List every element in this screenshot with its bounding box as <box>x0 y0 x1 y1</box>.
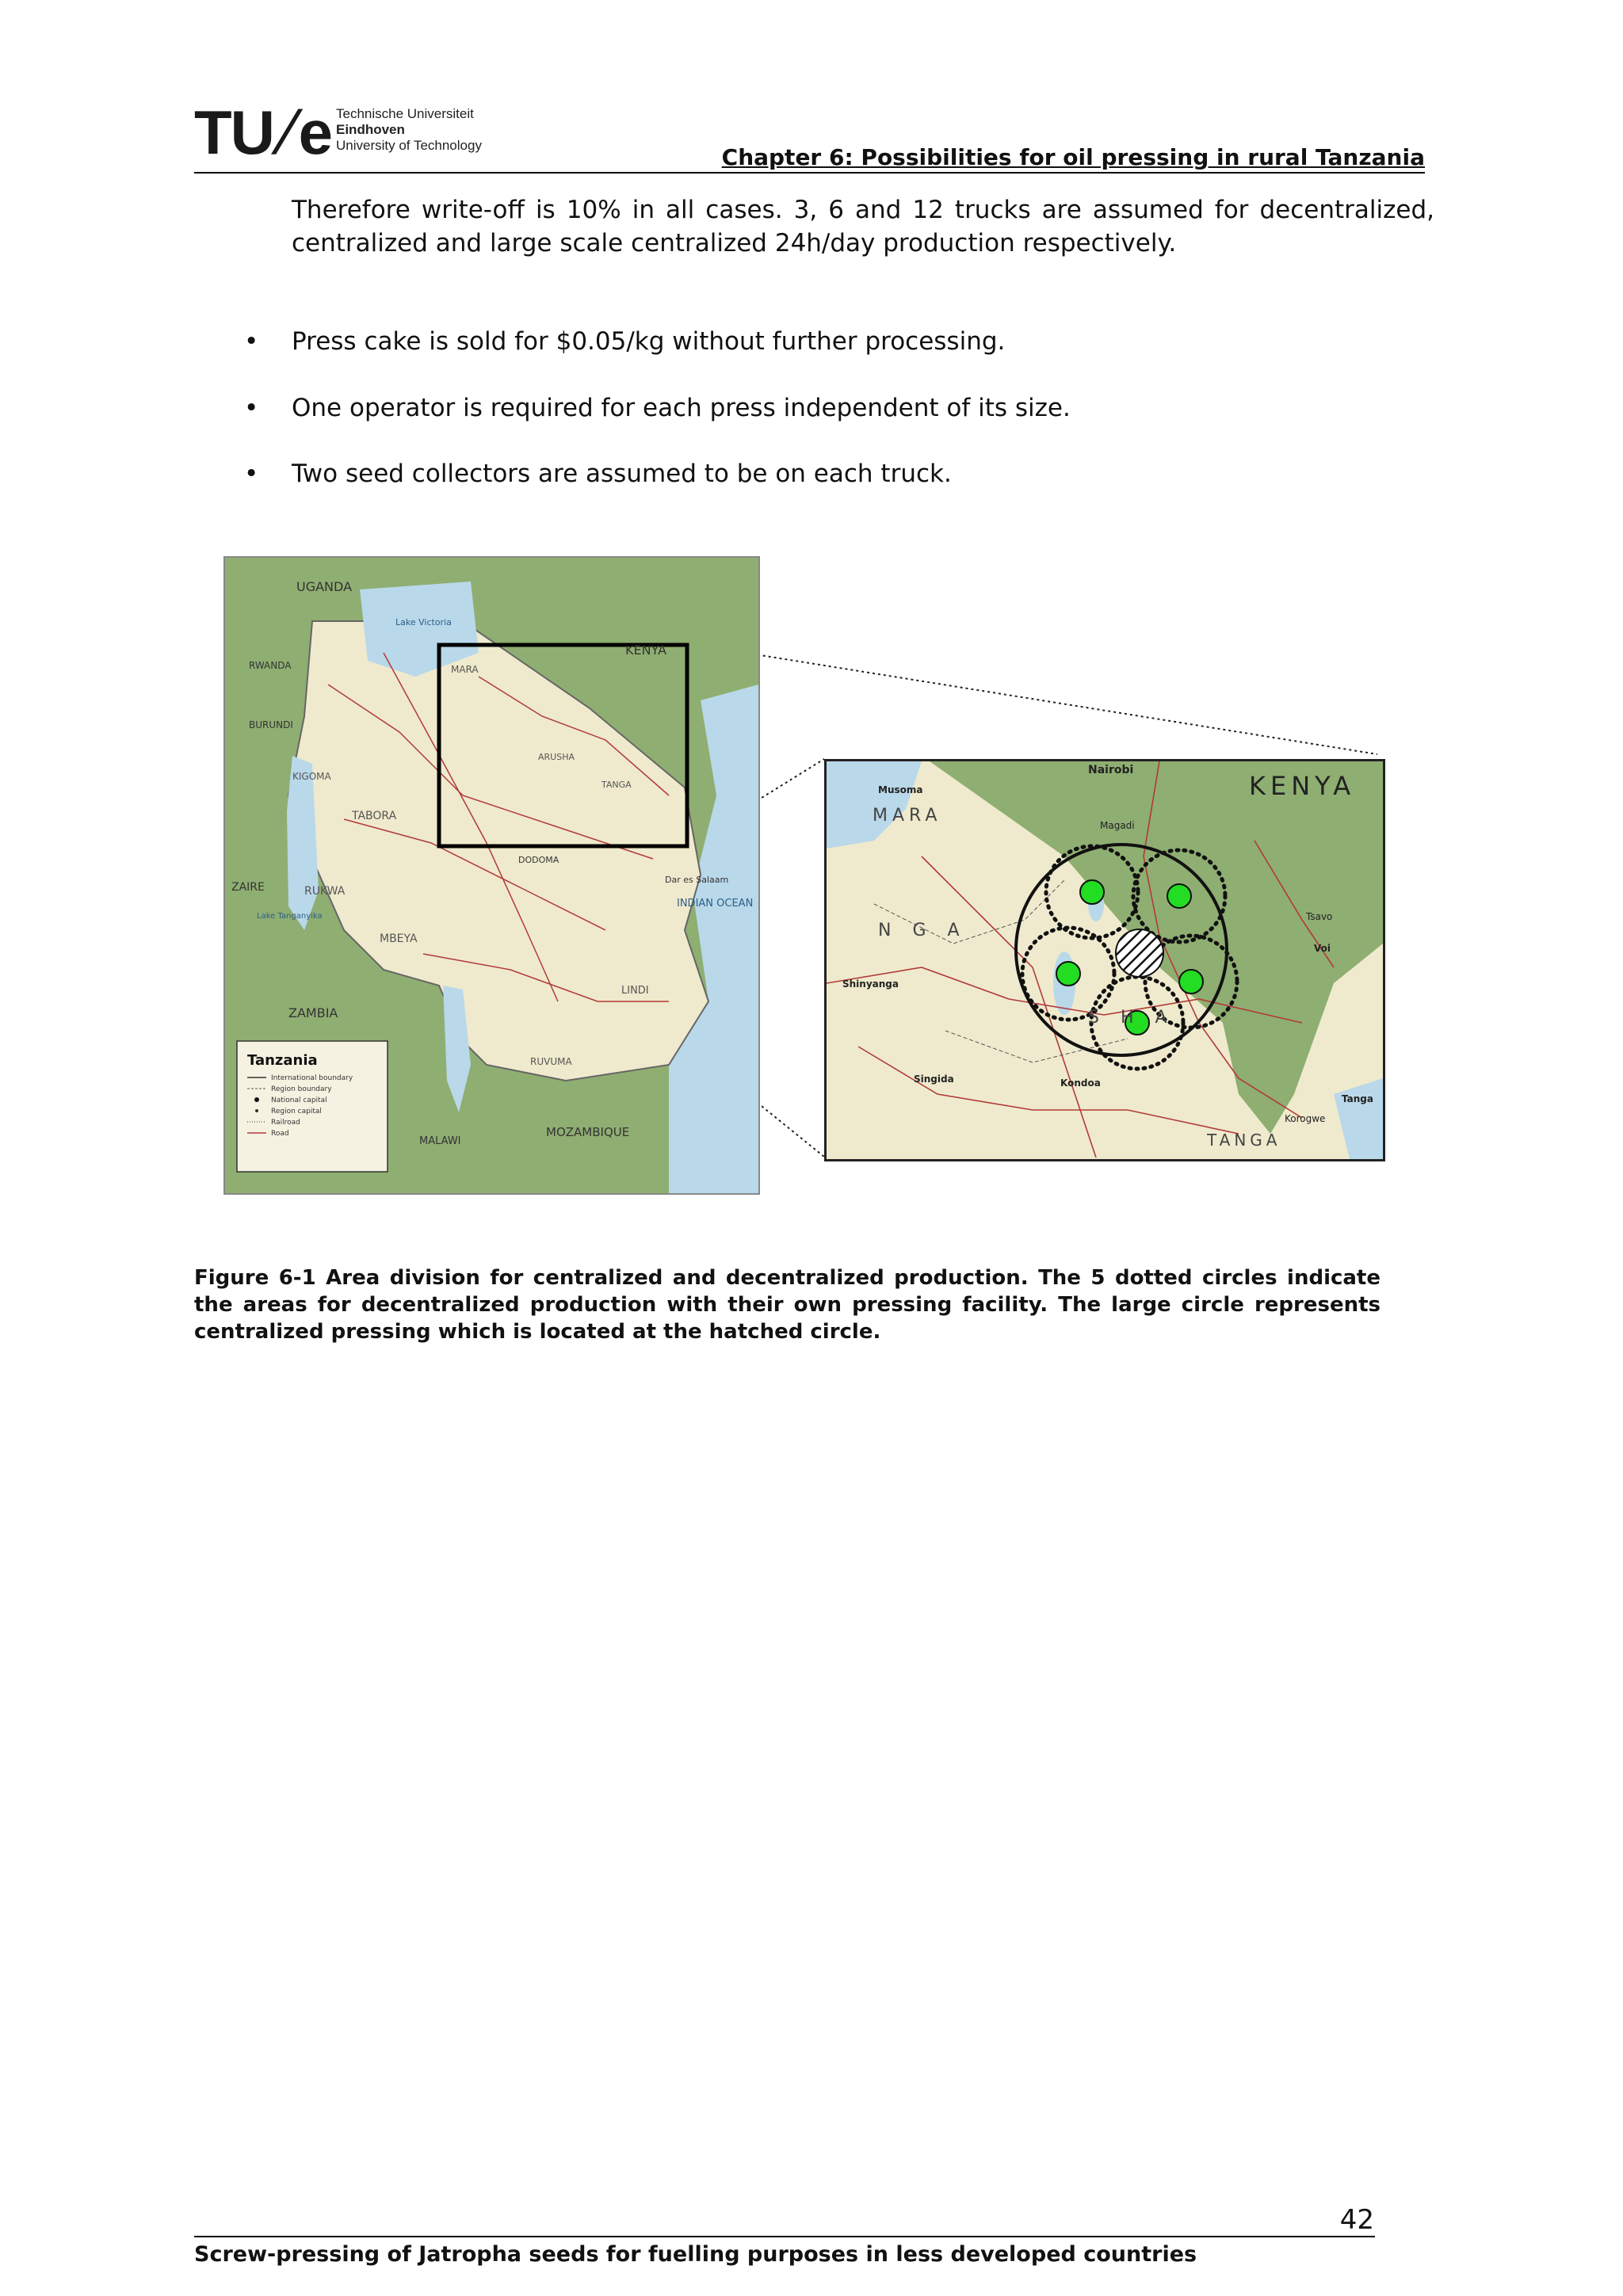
inset-label-tanga: TANGA <box>1207 1131 1281 1150</box>
continuation-paragraph: Therefore write-off is 10% in all cases. 3, 6 and 12 trucks are assumed for decentralized, centralized and large scale centralized 24h/day production respectively. <box>292 196 1434 257</box>
label-zaire: ZAIRE <box>231 881 265 894</box>
label-lake-tanganyika: Lake Tanganyika <box>257 912 323 921</box>
inset-label-kondoa: Kondoa <box>1060 1077 1101 1089</box>
page-number: 42 <box>1339 2204 1374 2236</box>
inset-label-tsavo: Tsavo <box>1306 911 1333 922</box>
bullet-text: One operator is required for each press independent of its size. <box>292 394 1071 422</box>
label-tabora: TABORA <box>352 810 397 822</box>
label-lake-victoria: Lake Victoria <box>395 617 452 627</box>
legend-item: Region capital <box>271 1108 322 1116</box>
legend-item: Railroad <box>271 1119 300 1127</box>
label-kenya: KENYA <box>625 643 667 658</box>
label-mbeya: MBEYA <box>380 933 418 945</box>
inset-label-voi: Voi <box>1314 943 1331 954</box>
logo-line-1: Technische Universiteit <box>336 106 474 121</box>
logo-slash: / <box>266 97 305 167</box>
label-lindi: LINDI <box>621 985 649 997</box>
label-dodoma: DODOMA <box>518 855 559 865</box>
bullet-dot: • <box>244 460 259 488</box>
logo-line-2: Eindhoven <box>336 122 405 137</box>
label-ruvuma: RUVUMA <box>530 1056 572 1067</box>
inset-label-nairobi: Nairobi <box>1088 764 1134 776</box>
inset-label-mara: MARA <box>873 806 942 826</box>
label-uganda: UGANDA <box>296 579 353 594</box>
inset-label-shinyanga: Shinyanga <box>842 978 899 990</box>
legend-item: International boundary <box>271 1074 353 1082</box>
inset-map <box>824 759 1385 1161</box>
label-mara: MARA <box>451 664 479 675</box>
label-zambia: ZAMBIA <box>288 1005 338 1020</box>
inset-label-tanga-town: Tanga <box>1342 1093 1373 1104</box>
label-malawi: MALAWI <box>419 1135 461 1147</box>
label-arusha: ARUSHA <box>538 752 575 762</box>
chapter-title: Chapter 6: Possibilities for oil pressing in rural Tanzania <box>721 144 1425 170</box>
tanzania-map <box>223 556 760 1195</box>
inset-label-sha: S H A <box>1088 1008 1175 1028</box>
inset-label-musoma: Musoma <box>878 784 923 795</box>
label-mozambique: MOZAMBIQUE <box>546 1125 630 1139</box>
inset-label-magadi: Magadi <box>1100 820 1135 831</box>
label-indian-ocean: INDIAN OCEAN <box>677 898 754 910</box>
bullet-dot: • <box>244 327 259 356</box>
figure-caption: Figure 6-1 Area division for centralized and decentralized production. The 5 dotted circles indicate the areas for decentralized production with their own pressing facility. The large circle represents centralized pressing which is located at the hatched circle. <box>194 1266 1381 1344</box>
bullet-text: Press cake is sold for $0.05/kg without further processing. <box>292 327 1006 356</box>
footer-rule <box>194 2236 1375 2237</box>
bullet-dot: • <box>244 394 259 422</box>
label-tanga: TANGA <box>601 780 632 790</box>
inset-map-svg <box>827 761 1383 1159</box>
label-rukwa: RUKWA <box>304 885 346 898</box>
press-dot <box>1056 962 1080 986</box>
logo-line-3: University of Technology <box>336 138 482 153</box>
legend-item: Road <box>271 1130 289 1138</box>
legend-title: Tanzania <box>247 1052 318 1069</box>
bullet-text: Two seed collectors are assumed to be on each truck. <box>292 460 952 488</box>
inset-label-singida: Singida <box>914 1074 954 1085</box>
label-burundi: BURUNDI <box>249 719 293 730</box>
press-dot <box>1179 970 1203 994</box>
logo-e: e <box>298 97 332 167</box>
logo-tu: TU <box>194 97 273 167</box>
legend-item: National capital <box>271 1097 327 1104</box>
label-rwanda: RWANDA <box>249 660 292 671</box>
tanzania-map-svg <box>225 558 758 1193</box>
label-kigoma: KIGOMA <box>292 771 331 782</box>
inset-label-kenya: KENYA <box>1249 771 1356 801</box>
inset-label-korogwe: Korogwe <box>1285 1113 1326 1124</box>
press-dot <box>1080 880 1104 904</box>
inset-label-nga: N G A <box>878 921 968 940</box>
legend-item: Region boundary <box>271 1085 332 1093</box>
label-dar-es-salaam: Dar es Salaam <box>665 875 729 885</box>
centralized-press-hatched <box>1116 929 1163 977</box>
press-dot <box>1167 884 1191 908</box>
footer-title: Screw-pressing of Jatropha seeds for fuelling purposes in less developed countries <box>194 2242 1197 2267</box>
